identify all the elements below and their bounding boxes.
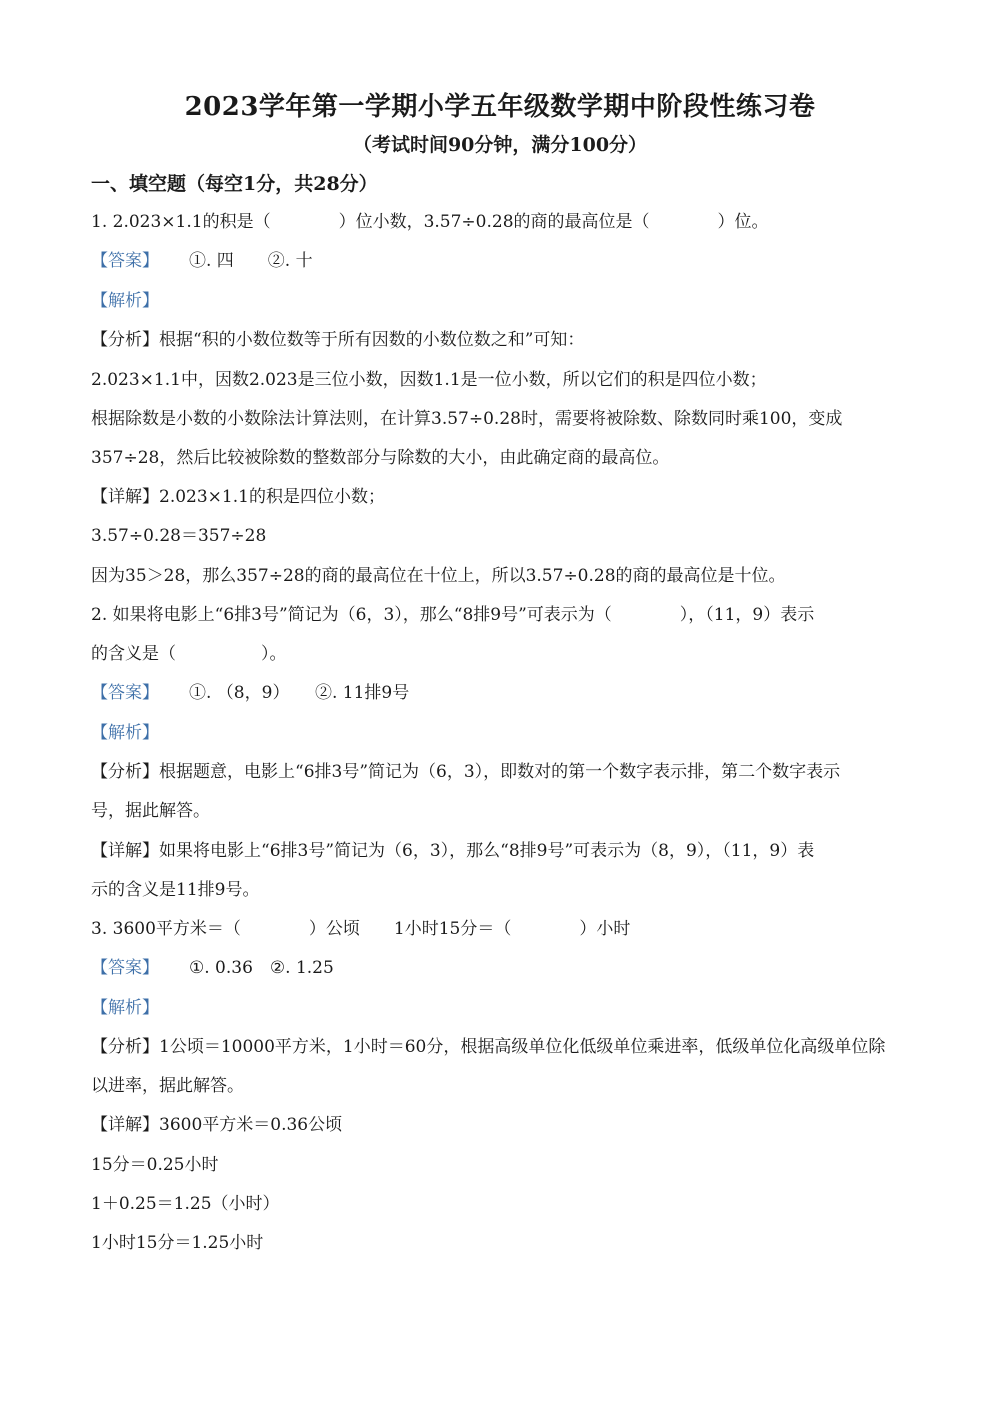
question-2-stem: 2. 如果将电影上“6排3号”简记为（6，3），那么“8排9号”可表示为（ ），（11，9）表示 xyxy=(91,605,815,625)
detail-line: 3.57÷0.28＝357÷28 xyxy=(91,526,267,546)
page-subtitle: （考试时间90分钟，满分100分） xyxy=(352,134,648,156)
analysis-line: 357÷28，然后比较被除数的整数部分与除数的大小，由此确定商的最高位。 xyxy=(91,448,670,468)
analysis-line: 号，据此解答。 xyxy=(91,801,210,821)
section-heading: 一、填空题（每空1分，共28分） xyxy=(91,173,378,195)
detail-line: 【详解】如果将电影上“6排3号”简记为（6，3），那么“8排9号”可表示为（8，9），（11，9）表 xyxy=(91,841,815,861)
question-3-stem: 3. 3600平方米＝（ ）公顷 1小时15分＝（ ）小时 xyxy=(91,919,631,939)
answer-tag: 【答案】 xyxy=(91,251,159,271)
jiexi-tag: 【解析】 xyxy=(91,723,159,743)
answer-text: ①. 0.36 ②. 1.25 xyxy=(189,958,334,978)
detail-line: 示的含义是11排9号。 xyxy=(91,880,260,900)
jiexi-tag: 【解析】 xyxy=(91,998,159,1018)
answer-tag: 【答案】 xyxy=(91,958,159,978)
question-1-answer xyxy=(91,249,313,273)
answer-tag: 【答案】 xyxy=(91,683,159,703)
analysis-line: 【分析】根据“积的小数位数等于所有因数的小数位数之和”可知： xyxy=(91,330,585,350)
detail-line: 1小时15分＝1.25小时 xyxy=(91,1233,264,1253)
answer-text: ①. （8，9） ②. 11排9号 xyxy=(189,683,410,703)
detail-line: 因为35＞28，那么357÷28的商的最高位在十位上，所以3.57÷0.28的商的最高位是十位。 xyxy=(91,566,786,586)
question-2-stem: 的含义是（ ）。 xyxy=(91,644,287,664)
answer-text: ①. 四 ②. 十 xyxy=(189,251,313,271)
question-1-stem: 1. 2.023×1.1的积是（ ）位小数，3.57÷0.28的商的最高位是（ ）位。 xyxy=(91,212,769,232)
page-title: 2023学年第一学期小学五年级数学期中阶段性练习卷 xyxy=(184,92,816,122)
detail-line: 【详解】2.023×1.1的积是四位小数； xyxy=(91,487,385,507)
analysis-line: 2.023×1.1中，因数2.023是三位小数，因数1.1是一位小数，所以它们的积是四位小数； xyxy=(91,370,767,390)
analysis-line: 【分析】1公顷＝10000平方米，1小时＝60分，根据高级单位化低级单位乘进率，低级单位化高级单位除 xyxy=(91,1037,886,1057)
detail-line: 1＋0.25＝1.25（小时） xyxy=(91,1194,280,1214)
detail-line: 【详解】3600平方米＝0.36公顷 xyxy=(91,1115,343,1135)
question-3-answer xyxy=(91,956,334,980)
jiexi-tag: 【解析】 xyxy=(91,291,159,311)
question-2-answer xyxy=(91,681,409,705)
analysis-line: 以进率，据此解答。 xyxy=(91,1076,244,1096)
analysis-line: 根据除数是小数的小数除法计算法则，在计算3.57÷0.28时，需要将被除数、除数同时乘100，变成 xyxy=(91,409,843,429)
analysis-line: 【分析】根据题意，电影上“6排3号”简记为（6，3），即数对的第一个数字表示排，第二个数字表示 xyxy=(91,762,841,782)
detail-line: 15分＝0.25小时 xyxy=(91,1155,219,1175)
